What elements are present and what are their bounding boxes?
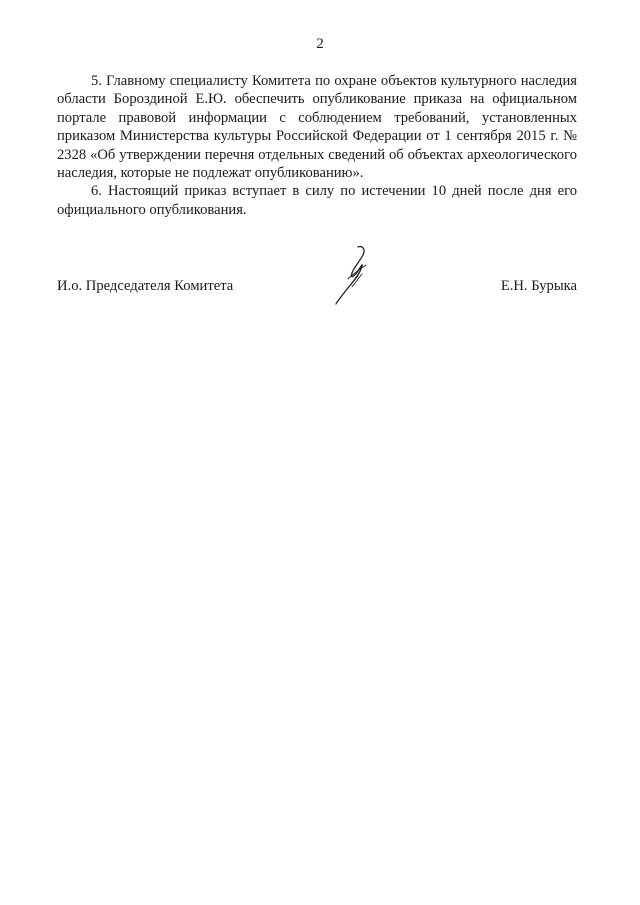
- signatory-name: Е.Н. Бурыка: [500, 278, 577, 294]
- signatory-title: И.о. Председателя Комитета: [57, 278, 234, 294]
- page-number: 2: [316, 36, 324, 52]
- document-body: [57, 72, 577, 219]
- handwritten-signature: [328, 243, 380, 305]
- paragraph-5: 5. Главному специалисту Комитета по охране объектов культурного наследия области Бороздиной Е.Ю. обеспечить опубликование приказа на официальном портале правовой информации с соблюдением требований, установленных приказом Министерства культуры Российской Федерации от 1 сентября 2015 г. № 2328 «Об утверждении перечня отдельных сведений об объектах археологического наследия, которые не подлежат опубликованию».: [57, 73, 577, 182]
- paragraph-6: 6. Настоящий приказ вступает в силу по истечении 10 дней после дня его официального опубликования.: [57, 183, 577, 218]
- signature-row: [57, 278, 577, 298]
